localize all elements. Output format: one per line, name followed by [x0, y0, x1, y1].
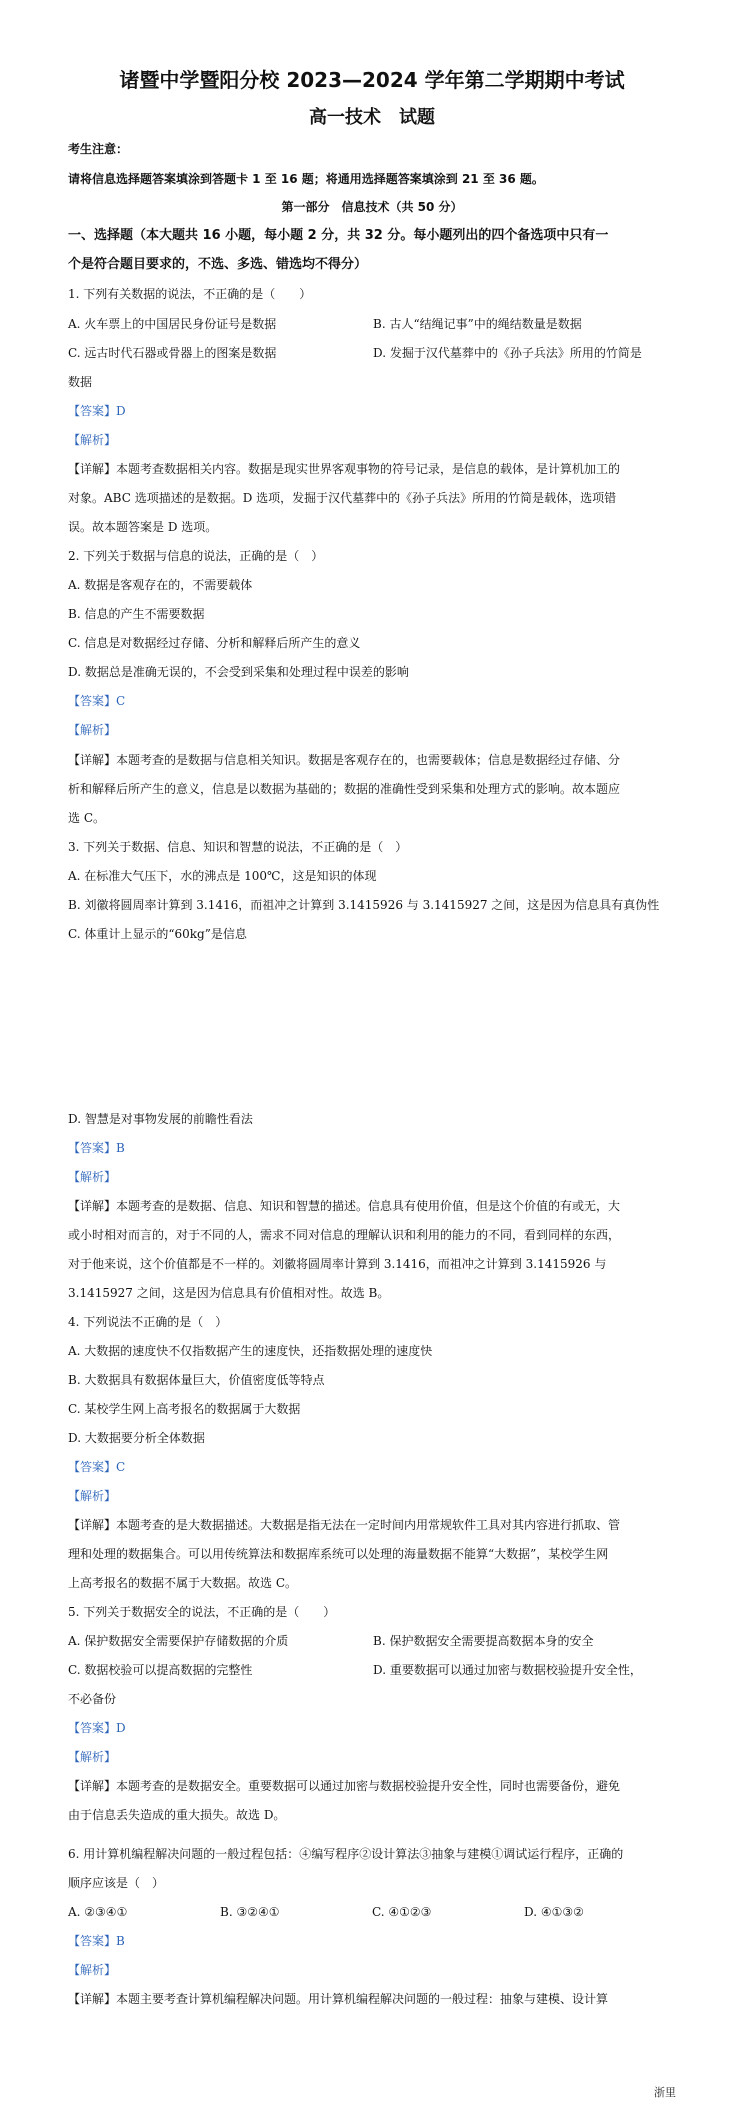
q2-analysis: 【解析】 — [68, 723, 117, 737]
q2-detail: 析和解释后所产生的意义，信息是以数据为基础的；数据的准确性受到采集和处理方式的影响。故本题应 — [68, 782, 621, 796]
q6-option-c: C. ④①②③ — [372, 1905, 432, 1919]
q3-option-c: C. 体重计上显示的“60kg”是信息 — [68, 927, 247, 941]
section1-line1: 一、选择题（本大题共 16 小题，每小题 2 分，共 32 分。每小题列出的四个备选项中只有一 — [68, 228, 609, 243]
part1-title: 第一部分 信息技术（共 50 分） — [281, 200, 463, 214]
q2-stem: 2. 下列关于数据与信息的说法，正确的是（ ） — [68, 549, 324, 563]
q6-analysis: 【解析】 — [68, 1963, 117, 1977]
q2-detail: 选 C。 — [68, 811, 105, 825]
q1-option-d: D. 发掘于汉代墓葬中的《孙子兵法》所用的竹简是 — [373, 346, 642, 360]
q5-answer: 【答案】D — [68, 1721, 126, 1735]
q1-detail: 误。故本题答案是 D 选项。 — [68, 520, 218, 534]
q2-option-c: C. 信息是对数据经过存储、分析和解释后所产生的意义 — [68, 636, 361, 650]
q4-option-a: A. 大数据的速度快不仅指数据产生的速度快，还指数据处理的速度快 — [68, 1344, 433, 1358]
q6-option-a: A. ②③④① — [68, 1905, 128, 1919]
exam-title: 诸暨中学暨阳分校 2023—2024 学年第二学期期中考试 — [119, 68, 625, 92]
q3-analysis: 【解析】 — [68, 1170, 117, 1184]
q2-option-b: B. 信息的产生不需要数据 — [68, 607, 205, 621]
q1-detail: 【详解】本题考查数据相关内容。数据是现实世界客观事物的符号记录，是信息的载体，是计算机加工的 — [68, 462, 621, 476]
q1-detail: 对象。ABC 选项描述的是数据。D 选项，发掘于汉代墓葬中的《孙子兵法》所用的竹简是载体，选项错 — [68, 491, 617, 505]
q1-option-a: A. 火车票上的中国居民身份证号是数据 — [68, 317, 277, 331]
q1-option-c: C. 远古时代石器或骨器上的图案是数据 — [68, 346, 277, 360]
q1-answer: 【答案】D — [68, 404, 126, 418]
notice-text: 请将信息选择题答案填涂到答题卡 1 至 16 题；将通用选择题答案填涂到 21 至 36 题。 — [68, 172, 544, 186]
q4-detail: 理和处理的数据集合。可以用传统算法和数据库系统可以处理的海量数据不能算“大数据”，某校学生网 — [68, 1547, 609, 1561]
q6-option-b: B. ③②④① — [220, 1905, 280, 1919]
q5-option-a: A. 保护数据安全需要保护存储数据的介质 — [68, 1634, 289, 1648]
q3-detail: 或小时相对而言的，对于不同的人，需求不同对信息的理解认识和利用的能力的不同，看到同样的东西， — [68, 1228, 621, 1242]
q6-detail: 【详解】本题主要考查计算机编程解决问题。用计算机编程解决问题的一般过程：抽象与建模、设计算 — [68, 1992, 609, 2006]
q4-option-d: D. 大数据要分析全体数据 — [68, 1431, 205, 1445]
q3-option-d: D. 智慧是对事物发展的前瞻性看法 — [68, 1112, 253, 1126]
q6-stem: 6. 用计算机编程解决问题的一般过程包括：④编写程序②设计算法③抽象与建模①调试运行程序，正确的 — [68, 1847, 624, 1861]
q5-stem: 5. 下列关于数据安全的说法，不正确的是（ ） — [68, 1605, 336, 1619]
q2-option-d: D. 数据总是准确无误的，不会受到采集和处理过程中误差的影响 — [68, 665, 409, 679]
q1-option-b: B. 古人“结绳记事”中的绳结数量是数据 — [373, 317, 582, 331]
q3-option-a: A. 在标准大气压下，水的沸点是 100℃，这是知识的体现 — [68, 869, 377, 883]
q2-option-a: A. 数据是客观存在的，不需要载体 — [68, 578, 253, 592]
q3-stem: 3. 下列关于数据、信息、知识和智慧的说法，不正确的是（ ） — [68, 840, 408, 854]
q2-answer: 【答案】C — [68, 694, 126, 708]
q5-detail: 由于信息丢失造成的重大损失。故选 D。 — [68, 1808, 286, 1822]
q6-stem-cont: 顺序应该是（ ） — [68, 1876, 165, 1890]
exam-subtitle: 高一技术 试题 — [309, 107, 435, 128]
q6-answer: 【答案】B — [68, 1934, 125, 1948]
q5-analysis: 【解析】 — [68, 1750, 117, 1764]
q6-option-d: D. ④①③② — [524, 1905, 584, 1919]
q5-option-b: B. 保护数据安全需要提高数据本身的安全 — [373, 1634, 594, 1648]
q5-option-c: C. 数据校验可以提高数据的完整性 — [68, 1663, 253, 1677]
footer-watermark: 浙里 — [654, 2086, 676, 2099]
q4-option-c: C. 某校学生网上高考报名的数据属于大数据 — [68, 1402, 301, 1416]
q4-answer: 【答案】C — [68, 1460, 126, 1474]
q4-stem: 4. 下列说法不正确的是（ ） — [68, 1315, 228, 1329]
q3-detail: 3.1415927 之间，这是因为信息具有价值相对性。故选 B。 — [68, 1286, 390, 1300]
q4-detail: 上高考报名的数据不属于大数据。故选 C。 — [68, 1576, 297, 1590]
q1-stem: 1. 下列有关数据的说法，不正确的是（ ） — [68, 287, 312, 301]
section1-line2: 个是符合题目要求的，不选、多选、错选均不得分） — [68, 257, 368, 272]
q4-option-b: B. 大数据具有数据体量巨大，价值密度低等特点 — [68, 1373, 325, 1387]
q3-option-b: B. 刘徽将圆周率计算到 3.1416，而祖冲之计算到 3.1415926 与 3.1415927 之间，这是因为信息具有真伪性 — [68, 898, 660, 912]
q1-option-d-cont: 数据 — [68, 375, 93, 389]
q4-detail: 【详解】本题考查的是大数据描述。大数据是指无法在一定时间内用常规软件工具对其内容进行抓取、管 — [68, 1518, 621, 1532]
notice-heading: 考生注意： — [68, 142, 129, 156]
q2-detail: 【详解】本题考查的是数据与信息相关知识。数据是客观存在的，也需要载体；信息是数据经过存储、分 — [68, 753, 621, 767]
q3-answer: 【答案】B — [68, 1141, 125, 1155]
q5-option-d: D. 重要数据可以通过加密与数据校验提升安全性， — [373, 1663, 642, 1677]
q3-detail: 【详解】本题考查的是数据、信息、知识和智慧的描述。信息具有使用价值，但是这个价值的有或无，大 — [68, 1199, 621, 1213]
q5-option-d-cont: 不必备份 — [68, 1692, 117, 1706]
q3-detail: 对于他来说，这个价值都是不一样的。刘徽将圆周率计算到 3.1416，而祖冲之计算到 3.1415926 与 — [68, 1257, 607, 1271]
q4-analysis: 【解析】 — [68, 1489, 117, 1503]
q5-detail: 【详解】本题考查的是数据安全。重要数据可以通过加密与数据校验提升安全性，同时也需要备份，避免 — [68, 1779, 621, 1793]
q1-analysis: 【解析】 — [68, 433, 117, 447]
